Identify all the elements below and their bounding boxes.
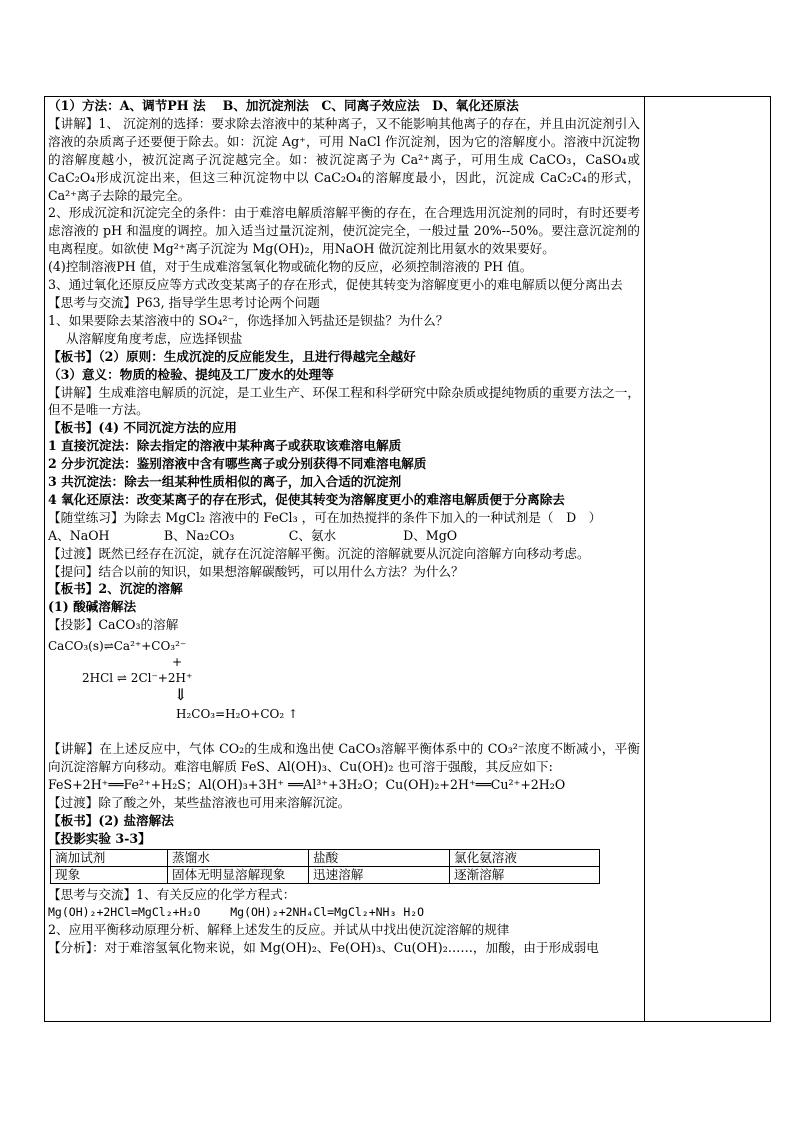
lecture-precipitant-selection: 【讲解】1、 沉淀剂的选择：要求除去溶液中的某种离子，又不能影响其他离子的存在，并且由沉淀剂引入溶液的杂质离子还要便于除去。如：沉淀 Ag⁺，可用 NaCl 作沉淀剂，因为它的溶解度小。溶液中沉淀物的溶解度越小，被沉淀离子沉淀越完全。如：被沉淀离子为 Ca²⁺离子，可用生成 CaCO₃，CaSO₄或 CaC₂O₄形成沉淀出来，但这三种沉淀物中以 CaC₂O₄的溶解度最小，因此，沉淀成 CaC₂C₄的形式，Ca²⁺离子去除的最完全。: [48, 115, 640, 203]
column-divider: [644, 96, 645, 1022]
table-cell: 现象: [51, 866, 168, 883]
table-cell: 氯化氨溶液: [450, 849, 600, 866]
plus-sign: +: [172, 655, 183, 670]
equilibrium-line-3: H₂CO₃=H₂O+CO₂ ↑: [176, 707, 299, 722]
acid-reactions: FeS+2H⁺══Fe²⁺+H₂S；Al(OH)₃+3H⁺ ══Al³⁺+3H₂O；Cu(OH)₂+2H⁺══Cu²⁺+2H₂O: [48, 777, 566, 792]
down-arrow: ⇓: [174, 685, 188, 705]
transition-2: 【过渡】除了酸之外，某些盐溶液也可用来溶解沉淀。: [48, 794, 351, 810]
practice-options: A、NaOH B、Na₂CO₃ C、氨水 D、MgO: [48, 527, 458, 543]
projection-caco3: 【投影】CaCO₃的溶解: [48, 617, 179, 633]
method-redox: 4 氧化还原法：改变某离子的存在形式，促使其转变为溶解度更小的难溶电解质便于分离除去: [48, 491, 565, 507]
board-principle: 【板书】（2）原则：生成沉淀的反应能发生，且进行得越完全越好: [48, 348, 416, 364]
table-cell: 逐渐溶解: [450, 866, 600, 883]
table-cell: 蒸馏水: [168, 849, 309, 866]
methods-heading: （1）方法：A、调节PH 法 B、加沉淀剂法 C、同离子效应法 D、氧化还原法: [48, 98, 519, 113]
board-methods-application: 【板书】(4) 不同沉淀方法的应用: [48, 420, 237, 436]
question-dissolve: 【提问】结合以前的知识，如果想溶解碳酸钙，可以用什么方法？为什么？: [48, 563, 464, 579]
question-1: 1、如果要除去某溶液中的 SO₄²⁻，你选择加入钙盐还是钡盐？为什么？: [48, 312, 449, 328]
projection-experiment: 【投影实验 3-3】: [48, 830, 151, 846]
lecture-significance: 【讲解】生成难溶电解质的沉淀，是工业生产、环保工程和科学研究中除杂质或提纯物质的重要方法之一，但不是唯一方法。: [48, 384, 640, 418]
table-row: [51, 866, 600, 883]
mg-oh-equations: Mg(OH)₂+2HCl=MgCl₂+H₂O Mg(OH)₂+2NH₄Cl=MgCl₂+NH₃ H₂O: [48, 904, 425, 919]
equilibrium-line-1: CaCO₃(s)⇌Ca²⁺+CO₃²⁻: [48, 639, 187, 654]
think-discuss-2: 【思考与交流】1、有关反应的化学方程式：: [48, 886, 296, 902]
answer-1: 从溶解度角度考虑，应选择钡盐: [66, 330, 243, 346]
table-cell: 迅速溶解: [309, 866, 450, 883]
think-discuss: 【思考与交流】P63, 指导学生思考讨论两个问题: [48, 294, 320, 310]
question-equilibrium: 2、应用平衡移动原理分析、解释上述发生的反应。并试从中找出使沉淀溶解的规律: [48, 922, 510, 938]
board-significance: （3）意义：物质的检验、提纯及工厂废水的处理等: [48, 366, 334, 382]
precipitation-conditions: 2、形成沉淀和沉淀完全的条件：由于难溶电解质溶解平衡的存在，在合理选用沉淀剂的同时，有时还要考虑溶液的 pH 和温度的调控。加入适当过量沉淀剂，使沉淀完全，一般过量 20%--50%。要注意沉淀剂的电离程度。如欲使 Mg²⁺离子沉淀为 Mg(OH)₂，用NaOH 做沉淀剂比用氨水的效果要好。: [48, 205, 640, 257]
transition-1: 【过渡】既然已经存在沉淀，就存在沉淀溶解平衡。沉淀的溶解就要从沉淀向溶解方向移动考虑。: [48, 545, 590, 561]
table-cell: 盐酸: [309, 849, 450, 866]
method-direct: 1 直接沉淀法：除去指定的溶液中某种离子或获取该难溶电解质: [48, 438, 402, 454]
method-coprecipitation: 3 共沉淀法：除去一组某种性质相似的离子，加入合适的沉淀剂: [48, 474, 402, 490]
lecture-co2: 【讲解】在上述反应中，气体 CO₂的生成和逸出使 CaCO₃溶解平衡体系中的 CO₃²⁻浓度不断减小，平衡向沉淀溶解方向移动。难溶电解质 FeS、Al(OH)₃、Cu(OH)₂ 也可溶于强酸，其反应如下:: [48, 741, 640, 775]
table-cell: 固体无明显溶解现象: [168, 866, 309, 883]
main-content: [48, 97, 640, 957]
redox-method: 3、通过氧化还原反应等方式改变某离子的存在形式，促使其转变为溶解度更小的难电解质以便分离出去: [48, 277, 623, 293]
experiment-table: [50, 849, 600, 884]
equilibrium-line-2: 2HCl ⇌ 2Cl⁻+2H⁺: [82, 671, 193, 686]
board-dissolution: 【板书】2、沉淀的溶解: [48, 581, 183, 597]
analysis: 【分析】：对于难溶氢氧化物来说，如 Mg(OH)₂、Fe(OH)₃、Cu(OH)₂……，加酸，由于形成弱电: [48, 940, 599, 956]
table-cell: 滴加试剂: [51, 849, 168, 866]
practice-question: 【随堂练习】为除去 MgCl₂ 溶液中的 FeCl₃ ，可在加热搅拌的条件下加入的一种试剂是（ D ）: [48, 509, 602, 525]
table-row: [51, 849, 600, 866]
caco3-equilibrium-diagram: [48, 636, 640, 734]
method-stepwise: 2 分步沉淀法：鉴别溶液中含有哪些离子或分别获得不同难溶电解质: [48, 456, 427, 472]
ph-control: (4)控制溶液PH 值，对于生成难溶氢氧化物或硫化物的反应，必须控制溶液的 PH 值。: [48, 259, 533, 275]
acid-base-dissolution: (1) 酸碱溶解法: [48, 599, 137, 615]
board-salt-dissolution: 【板书】(2) 盐溶解法: [48, 812, 174, 828]
